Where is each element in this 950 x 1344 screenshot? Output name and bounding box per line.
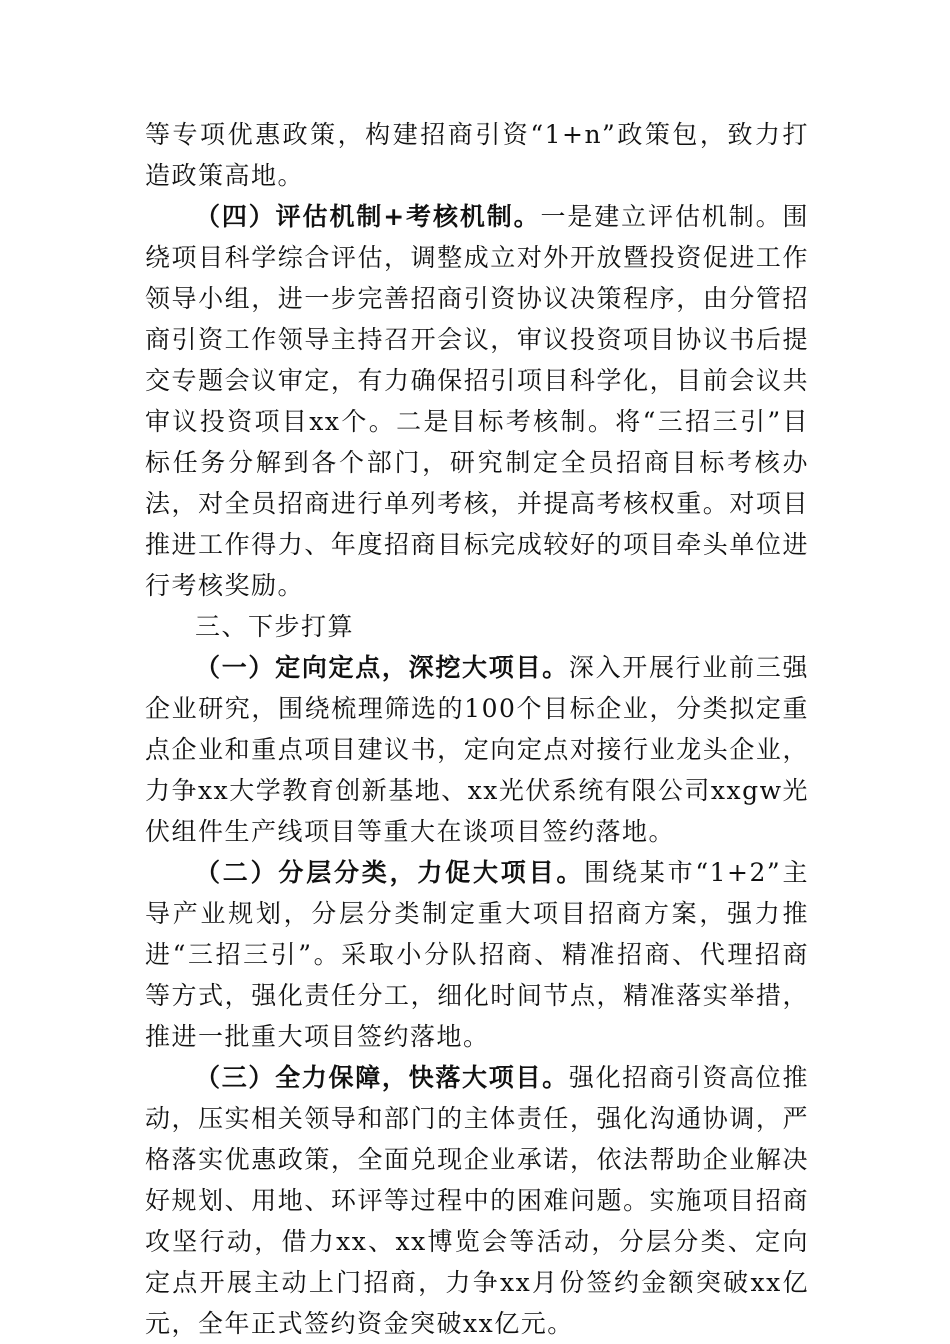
paragraph-lead: （四）评估机制+考核机制。: [195, 202, 541, 231]
paragraph-text: 等专项优惠政策，构建招商引资“1+n”政策包，致力打造政策高地。: [145, 120, 809, 190]
paragraph-lead: （三）全力保障，快落大项目。: [195, 1063, 569, 1092]
paragraph-text: 一是建立评估机制。围绕项目科学综合评估，调整成立对外开放暨投资促进工作领导小组，进一步完善招商引资协议决策程序，由分管招商引资工作领导主持召开会议，审议投资项目协议书后提交专题会议审定，有力确保招引项目科学化，目前会议共审议投资项目xx个。二是目标考核制。将“三招三引”目标任务分解到各个部门，研究制定全员招商目标考核办法，对全员招商进行单列考核，并提高考核权重。对项目推进工作得力、年度招商目标完成较好的项目牵头单位进行考核奖励。: [145, 202, 809, 600]
document-page: [145, 114, 809, 1344]
plan-paragraph-3: [145, 1057, 809, 1344]
paragraph-lead: （一）定向定点，深挖大项目。: [195, 653, 569, 682]
paragraph-text: 围绕某市“1+2”主导产业规划，分层分类制定重大项目招商方案，强力推进“三招三引”。采取小分队招商、精准招商、代理招商等方式，强化责任分工，细化时间节点，精准落实举措，推进一批重大项目签约落地。: [145, 858, 809, 1051]
plan-paragraph-2: [145, 852, 809, 1057]
plan-paragraph-1: [145, 647, 809, 852]
paragraph-lead: （二）分层分类，力促大项目。: [195, 858, 585, 887]
paragraph-text: 强化招商引资高位推动，压实相关领导和部门的主体责任，强化沟通协调，严格落实优惠政策，全面兑现企业承诺，依法帮助企业解决好规划、用地、环评等过程中的困难问题。实施项目招商攻坚行动，借力xx、xx博览会等活动，分层分类、定向定点开展主动上门招商，力争xx月份签约金额突破xx亿元，全年正式签约资金突破xx亿元。: [145, 1063, 809, 1338]
policy-paragraph-continued: [145, 114, 809, 196]
section-heading: 三、下步打算: [195, 612, 355, 641]
evaluation-mechanism-paragraph: [145, 196, 809, 606]
paragraph-text: 深入开展行业前三强企业研究，围绕梳理筛选的100个目标企业，分类拟定重点企业和重点项目建议书，定向定点对接行业龙头企业，力争xx大学教育创新基地、xx光伏系统有限公司xxgw光伏组件生产线项目等重大在谈项目签约落地。: [145, 653, 809, 846]
